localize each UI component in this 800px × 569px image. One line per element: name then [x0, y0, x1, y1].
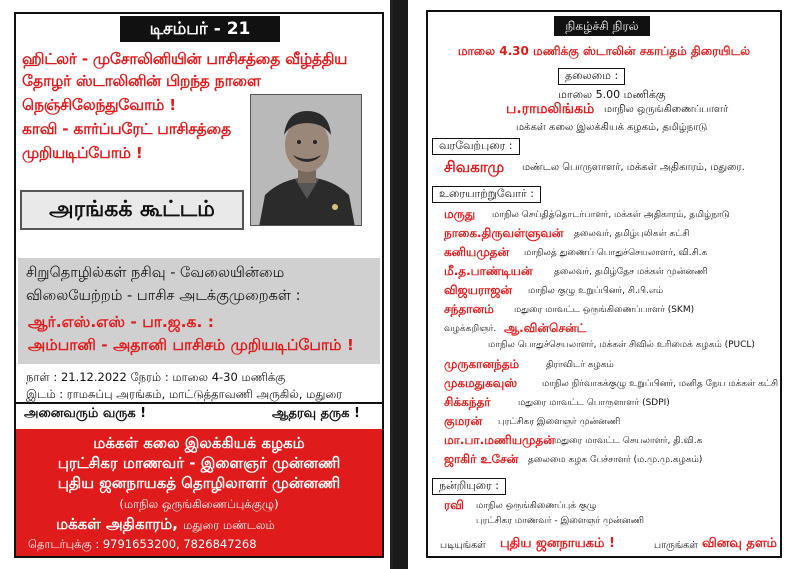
- organizers-block: [16, 429, 382, 556]
- chair-role: மாநில ஒருங்கிணைப்பாளர்: [604, 104, 729, 115]
- watch-site: வினவு தளம்: [702, 536, 778, 551]
- speaker-role: மதுரை மாவட்ட செயலாளர், தி.வி.க: [554, 436, 703, 446]
- speaker-name: மா.பா.மணியமுதன்: [444, 433, 555, 447]
- thanks-role: மாநில ஒருங்கிணைப்புக் குழு: [476, 501, 597, 511]
- chair-name: ப.ராமலிங்கம்: [506, 101, 595, 117]
- programme-banner: நிகழ்ச்சி நிரல்: [554, 16, 650, 36]
- advocate-name: ஆ.வின்சென்ட்: [504, 321, 587, 335]
- read-prefix: படியுங்கள்: [440, 540, 486, 551]
- speaker-role: தலைமை கழக பேச்சாளர் (ம.மு.மு.கழகம்): [528, 455, 703, 465]
- speaker-role: திராவிடர் கழகம்: [546, 360, 614, 370]
- date-banner: டிசம்பர் - 21: [120, 16, 280, 42]
- speaker-name: விஜயராஜன்: [444, 283, 513, 297]
- issue-line-1: சிறுதொழில்கள் நசிவு - வேலையின்மை: [26, 265, 285, 281]
- speeches-label: உரையாற்றுவோர் :: [432, 186, 541, 203]
- chair-time: மாலை 5.00 மணிக்கு: [558, 88, 666, 101]
- slogan-line-2: அம்பானி - அதானி பாசிசம் முறியடிப்போம் !: [28, 336, 354, 354]
- thanks-name: ரவி: [444, 498, 464, 512]
- madurai-region: மதுரை மண்டலம்: [183, 518, 275, 532]
- chair-org: மக்கள் கலை இலக்கியக் கழகம், தமிழ்நாடு: [516, 122, 708, 133]
- speaker-role: தலைவர், தமிழ்புலிகள் கட்சி: [574, 229, 690, 239]
- advocate-role: மாநில பொதுச்செயலாளர், மக்கள் சிவில் உரிமைக் கழகம் (PUCL): [488, 340, 755, 350]
- thanks-label: நன்றியுரை :: [432, 478, 506, 495]
- organizer-line-3: புதிய ஜனநாயகத் தொழிலாளர் முன்னணி: [57, 474, 341, 492]
- makkal-adhikaram: மக்கள் அதிகாரம்,: [56, 515, 178, 533]
- headline-line-5: முறியடிப்போம் !: [22, 144, 143, 162]
- state-committee: (மாநில ஒருங்கிணைப்புக்குழு): [119, 497, 279, 511]
- portrait-illustration: [251, 95, 362, 226]
- event-venue: இடம் : ராமசுப்பு அரங்கம், மாட்டுத்தாவணி அருகில், மதுரை: [26, 387, 343, 401]
- speaker-role: மாநிலத் துணைப் பொதுச்செயலாளர், வி.சி.க: [524, 248, 708, 258]
- advocate-prefix: வழக்கறிஞர்.: [444, 324, 497, 334]
- speaker-name: சந்தானம்: [444, 302, 494, 316]
- opening-event: மாலை 4.30 மணிக்கு ஸ்டாலின் சகாப்தம் திரையிடல்: [457, 44, 751, 58]
- speaker-role: தலைவர், தமிழ்தேச மக்கள் முன்னணி: [554, 267, 708, 277]
- speaker-role: மாநில குழு உறுப்பினர், சி.பி.எம்: [528, 286, 664, 296]
- speaker-role: மாநில நிர்வாகக்குழு உறுப்பினர், மனித நேய மக்கள் கட்சி: [542, 379, 779, 389]
- speaker-role: மதுரை மாவட்ட பொருளாளர் (SDPI): [518, 398, 670, 408]
- event-date-time: நாள் : 21.12.2022 நேரம் : மாலை 4-30 மணிக்கு: [26, 370, 286, 384]
- issue-line-2: விலையேற்றம் - பாசிச அடக்குமுறைகள் :: [26, 288, 301, 304]
- meeting-title: அரங்கக் கூட்டம்: [20, 190, 244, 230]
- headline-line-4: காவி - கார்ப்பரேட் பாசிசத்தை: [22, 120, 231, 138]
- slogan-line-1: ஆர்.எஸ்.எஸ் - பா.ஜ.க. :: [28, 313, 214, 331]
- poster-right: [408, 0, 800, 569]
- welcome-role: மண்டல பொருளாளர், மக்கள் அதிகாரம், மதுரை.: [522, 162, 745, 173]
- speaker-name: மீ.த.பாண்டியன்: [444, 264, 533, 278]
- divider: [16, 402, 382, 404]
- read-magazine: புதிய ஜனநாயகம் !: [500, 536, 615, 551]
- invite-all: அனைவரும் வருக !: [24, 406, 147, 421]
- speaker-role: புரட்சிகர இளைஞர் முன்னணி: [498, 417, 621, 427]
- speaker-name: சிக்கந்தர்: [444, 395, 491, 409]
- poster-left: [0, 0, 393, 569]
- headline-line-2: தோழர் ஸ்டாலினின் பிறந்த நாளை: [22, 72, 261, 90]
- welcome-label: வரவேற்புரை :: [432, 138, 520, 155]
- speaker-name: நாகை.திருவள்ளுவன்: [444, 226, 564, 240]
- stalin-portrait: [250, 94, 362, 226]
- organizer-line-2: புரட்சிகர மாணவர் - இளைஞர் முன்னணி: [57, 454, 341, 472]
- watch-prefix: பாருங்கள்: [654, 540, 698, 551]
- speaker-name: மருது: [444, 207, 476, 221]
- speaker-name: ஜாகிர் உசேன்: [444, 452, 519, 466]
- support-text: ஆதரவு தருக !: [272, 406, 360, 421]
- welcome-name: சிவகாமு: [444, 158, 505, 176]
- speaker-name: முருகானந்தம்: [444, 357, 520, 371]
- headline-line-3: நெஞ்சிலேந்துவோம் !: [22, 96, 176, 114]
- chair-label: தலைமை :: [558, 68, 625, 85]
- speaker-name: கனியமுதன்: [444, 245, 510, 259]
- speaker-name: குமரன்: [444, 414, 483, 428]
- speaker-role: மதுரை மாவட்ட ஒருங்கிணைப்பாளர் (SKM): [514, 305, 695, 315]
- headline-line-1: ஹிட்லர் - முசோலினியின் பாசிசத்தை வீழ்த்திய: [22, 50, 348, 68]
- speaker-name: முகமதுகவுஸ்: [444, 376, 518, 390]
- thanks-org: புரட்சிகர மாணவர் - இளைஞர் முன்னணி: [476, 516, 644, 526]
- makkal-adhikaram-row: [16, 515, 382, 535]
- contact-numbers: தொடர்புக்கு : 9791653200, 7826847268: [28, 537, 257, 551]
- speaker-role: மாநில செய்தித்தொடர்பாளர், மக்கள் அதிகாரம், தமிழ்நாடு: [492, 210, 730, 220]
- organizer-line-1: மக்கள் கலை இலக்கியக் கழகம்: [93, 434, 305, 452]
